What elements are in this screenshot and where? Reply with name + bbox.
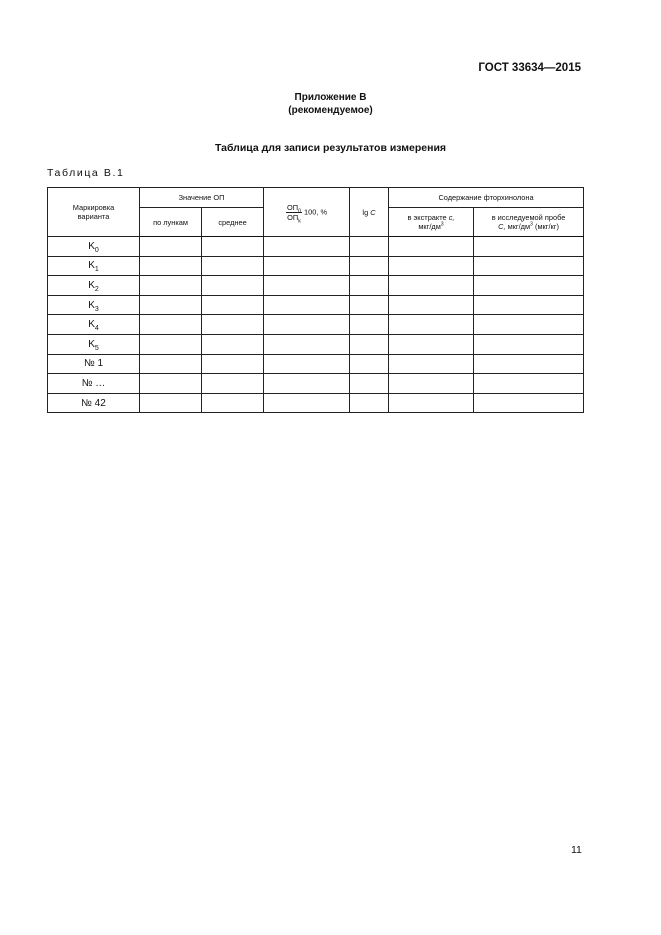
empty-cell [474, 334, 584, 354]
empty-cell [350, 237, 389, 257]
empty-cell [264, 374, 350, 394]
table-row [48, 276, 584, 296]
empty-cell [350, 295, 389, 315]
empty-cell [140, 256, 202, 276]
empty-cell [350, 256, 389, 276]
empty-cell [140, 315, 202, 335]
empty-cell [202, 354, 264, 374]
empty-cell [389, 295, 474, 315]
header-ratio [264, 188, 350, 237]
empty-cell [474, 315, 584, 335]
empty-cell [350, 393, 389, 413]
empty-cell [140, 276, 202, 296]
row-label: $K_2$ [48, 276, 140, 296]
empty-cell [474, 393, 584, 413]
header-extract: в экстракте c, мкг/$дм^3$ [389, 208, 474, 237]
table-row [48, 354, 584, 374]
appendix-subtitle: (рекомендуемое) [288, 104, 373, 116]
empty-cell [264, 393, 350, 413]
empty-cell [389, 276, 474, 296]
row-label: № 1 [48, 354, 140, 374]
empty-cell [350, 334, 389, 354]
table-title: Таблица для записи результатов измерения [214, 142, 447, 154]
empty-cell [202, 295, 264, 315]
header-od-wells: по лункам [140, 208, 202, 237]
empty-cell [140, 393, 202, 413]
empty-cell [264, 295, 350, 315]
header-od-mean: среднее [202, 208, 264, 237]
header-lg-c: lg C [350, 188, 389, 237]
row-label: $K_1$ [48, 256, 140, 276]
results-table [47, 187, 584, 413]
empty-cell [474, 256, 584, 276]
empty-cell [389, 256, 474, 276]
empty-cell [474, 276, 584, 296]
empty-cell [389, 354, 474, 374]
table-row [48, 393, 584, 413]
empty-cell [202, 393, 264, 413]
page-number: 11 [571, 844, 582, 856]
header-marking: Маркировка варианта [48, 188, 140, 237]
empty-cell [389, 374, 474, 394]
header-content-group: Содержание фторхинолона [389, 188, 584, 208]
empty-cell [264, 256, 350, 276]
empty-cell [202, 237, 264, 257]
empty-cell [202, 256, 264, 276]
empty-cell [140, 354, 202, 374]
table-row [48, 334, 584, 354]
ratio-suffix: 100, % [304, 206, 328, 216]
empty-cell [140, 295, 202, 315]
table-row [48, 374, 584, 394]
empty-cell [389, 315, 474, 335]
empty-cell [140, 334, 202, 354]
empty-cell [389, 334, 474, 354]
empty-cell [350, 354, 389, 374]
empty-cell [389, 393, 474, 413]
empty-cell [202, 334, 264, 354]
empty-cell [264, 237, 350, 257]
table-row [48, 295, 584, 315]
empty-cell [264, 354, 350, 374]
empty-cell [474, 374, 584, 394]
table-caption: Таблица В.1 [47, 167, 125, 179]
empty-cell [202, 374, 264, 394]
appendix-title: Приложение В [294, 92, 367, 103]
empty-cell [389, 237, 474, 257]
row-label: $K_0$ [48, 237, 140, 257]
row-label: № … [48, 374, 140, 394]
appendix-heading [0, 92, 661, 117]
empty-cell [350, 315, 389, 335]
empty-cell [264, 276, 350, 296]
ratio-fraction: $\frac{ОП_0}{ОП_k}$ [287, 202, 301, 224]
header-od-group: Значение ОП [140, 188, 264, 208]
table-row [48, 315, 584, 335]
row-label: $K_4$ [48, 315, 140, 335]
empty-cell [140, 237, 202, 257]
empty-cell [474, 237, 584, 257]
empty-cell [350, 374, 389, 394]
document-code: ГОСТ 33634—2015 [478, 62, 581, 74]
empty-cell [474, 354, 584, 374]
row-label: № 42 [48, 393, 140, 413]
empty-cell [264, 315, 350, 335]
table-row [48, 237, 584, 257]
header-sample: в исследуемой пробе C, мкг/$дм^3$ (мкг/кг) [474, 208, 584, 237]
empty-cell [474, 295, 584, 315]
row-label: $K_5$ [48, 334, 140, 354]
empty-cell [140, 374, 202, 394]
table-row [48, 256, 584, 276]
empty-cell [202, 315, 264, 335]
empty-cell [264, 334, 350, 354]
row-label: $K_3$ [48, 295, 140, 315]
empty-cell [350, 276, 389, 296]
empty-cell [202, 276, 264, 296]
